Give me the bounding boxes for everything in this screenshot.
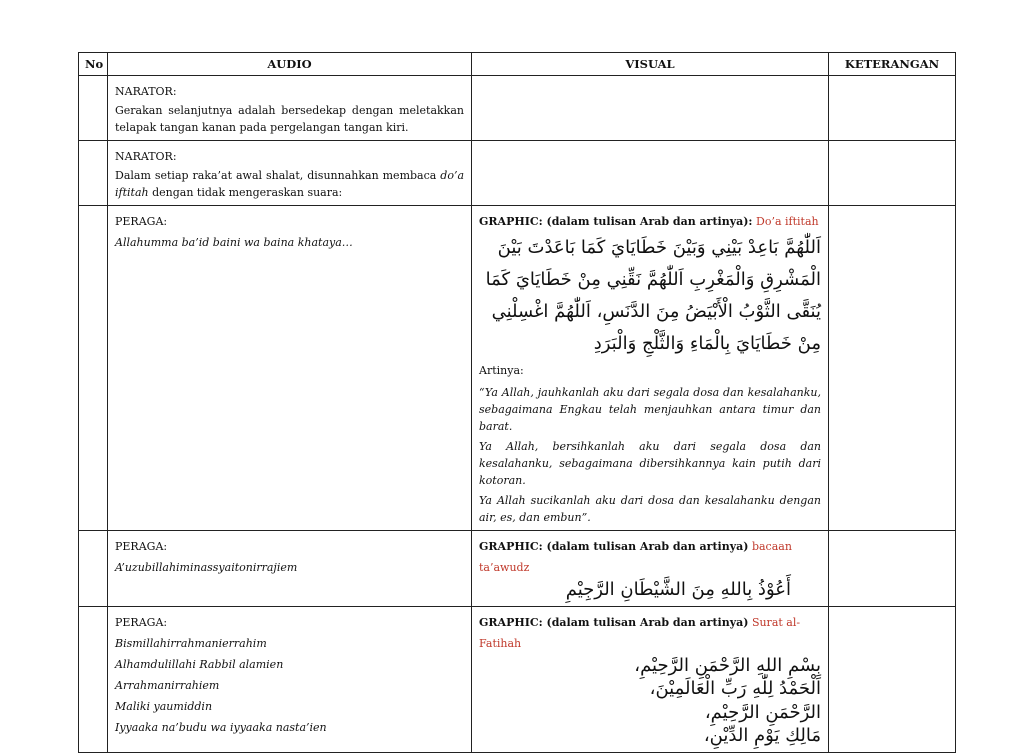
audio-line: Maliki yaumiddin — [115, 699, 213, 713]
meaning-paragraph: Ya Allah, bersihkanlah aku dari segala dosa dan kesalahanku, sebagaimana dibersihkannya kain putih dari kotoran. — [479, 440, 821, 487]
row-number-cell — [79, 206, 108, 531]
visual-cell — [472, 76, 829, 141]
script-table — [78, 52, 956, 753]
row-number-cell — [79, 606, 108, 752]
header-keterangan: KETERANGAN — [829, 53, 956, 76]
audio-role: NARATOR: — [115, 150, 177, 163]
arabic-line: بِسْمِ اللهِ الرَّحْمَنِ الرَّحِيْمِ، — [634, 654, 821, 676]
table-row — [79, 606, 956, 752]
row-number-cell — [79, 76, 108, 141]
keterangan-cell — [829, 141, 956, 206]
audio-line: Alhamdulillahi Rabbil alamien — [115, 657, 284, 671]
visual-cell — [472, 606, 829, 752]
arabic-line: الرَّحْمَنِ الرَّحِيْمِ، — [704, 701, 821, 723]
audio-cell — [108, 76, 472, 141]
doa-iftitah-term: do’a iftitah — [115, 169, 464, 199]
table-row — [79, 531, 956, 607]
keterangan-cell — [829, 76, 956, 141]
row-number-cell — [79, 141, 108, 206]
visual-cell — [472, 531, 829, 607]
table-row — [79, 206, 956, 531]
visual-heading: GRAPHIC: (dalam tulisan Arab dan artinya) bacaan ta’awudz — [479, 540, 792, 574]
visual-title: bacaan ta’awudz — [479, 540, 792, 574]
meaning-paragraph: Ya Allah sucikanlah aku dari dosa dan kesalahanku dengan air, es, dan embun”. — [479, 494, 821, 524]
visual-title: Do’a iftitah — [756, 215, 819, 228]
audio-line: Allahumma ba’id baini wa baina khataya… — [115, 236, 353, 249]
audio-text: Dalam setiap raka’at awal shalat, disunnahkan membaca do’a iftitah dengan tidak mengeraskan suara: — [115, 169, 464, 199]
visual-heading: GRAPHIC: (dalam tulisan Arab dan artinya): Do’a iftitah — [479, 215, 819, 228]
audio-cell — [108, 606, 472, 752]
header-row — [79, 53, 956, 76]
visual-heading: GRAPHIC: (dalam tulisan Arab dan artinya) Surat al-Fatihah — [479, 615, 801, 650]
header-visual: VISUAL — [472, 53, 829, 76]
audio-role: PERAGA: — [115, 615, 168, 629]
table-row — [79, 141, 956, 206]
audio-cell — [108, 531, 472, 607]
audio-role: NARATOR: — [115, 85, 177, 98]
audio-cell — [108, 206, 472, 531]
keterangan-cell — [829, 531, 956, 607]
meaning-paragraph: “Ya Allah, jauhkanlah aku dari segala dosa dan kesalahanku, sebagaimana Engkau telah menjauhkan antara timur dan barat. — [479, 386, 821, 433]
meaning-label: Artinya: — [479, 364, 524, 377]
arabic-line: مَالِكِ يَوْمِ الدِّيْنِ، — [703, 725, 821, 746]
visual-title: Surat al-Fatihah — [479, 615, 801, 650]
visual-cell — [472, 141, 829, 206]
audio-line: Arrahmanirrahiem — [115, 678, 220, 692]
arabic-text: أَعُوْذُ بِاللهِ مِنَ الشَّيْطَانِ الرَّجِيْمِ — [565, 579, 791, 600]
row-number-cell — [79, 531, 108, 607]
keterangan-cell — [829, 606, 956, 752]
audio-line: Iyyaaka na’budu wa iyyaaka nasta’ien — [115, 720, 327, 734]
audio-line: Bismillahirrahmanierrahim — [115, 636, 267, 650]
audio-cell — [108, 141, 472, 206]
arabic-text: اَللّٰهُمَّ بَاعِدْ بَيْنِي وَبَيْنَ خَطَايَايَ كَمَا بَاعَدْتَ بَيْنَ الْمَشْرِقِ وَالْمَغْرِبِ اَللّٰهُمَّ نَقِّنِي مِنْ خَطَايَايَ كَمَا يُنَقَّى الثَّوْبُ الْأَبْيَضُ مِنَ الدَّنَسِ، اَللّٰهُمَّ اغْسِلْنِي مِنْ خَطَايَايَ بِالْمَاءِ وَالثَّلْجِ وَالْبَرَدِ — [485, 237, 821, 354]
table-row — [79, 76, 956, 141]
audio-text: Gerakan selanjutnya adalah bersedekap dengan meletakkan telapak tangan kanan pada pergelangan tangan kiri. — [115, 104, 464, 134]
visual-cell — [472, 206, 829, 531]
header-audio: AUDIO — [108, 53, 472, 76]
arabic-line: اَلْحَمْدُ لِلّٰهِ رَبِّ الْعَالَمِيْنَ، — [649, 678, 821, 699]
keterangan-cell — [829, 206, 956, 531]
audio-role: PERAGA: — [115, 540, 168, 553]
header-no: No — [79, 53, 108, 76]
audio-line: A’uzubillahiminassyaitonirrajiem — [115, 561, 298, 574]
audio-role: PERAGA: — [115, 215, 168, 228]
